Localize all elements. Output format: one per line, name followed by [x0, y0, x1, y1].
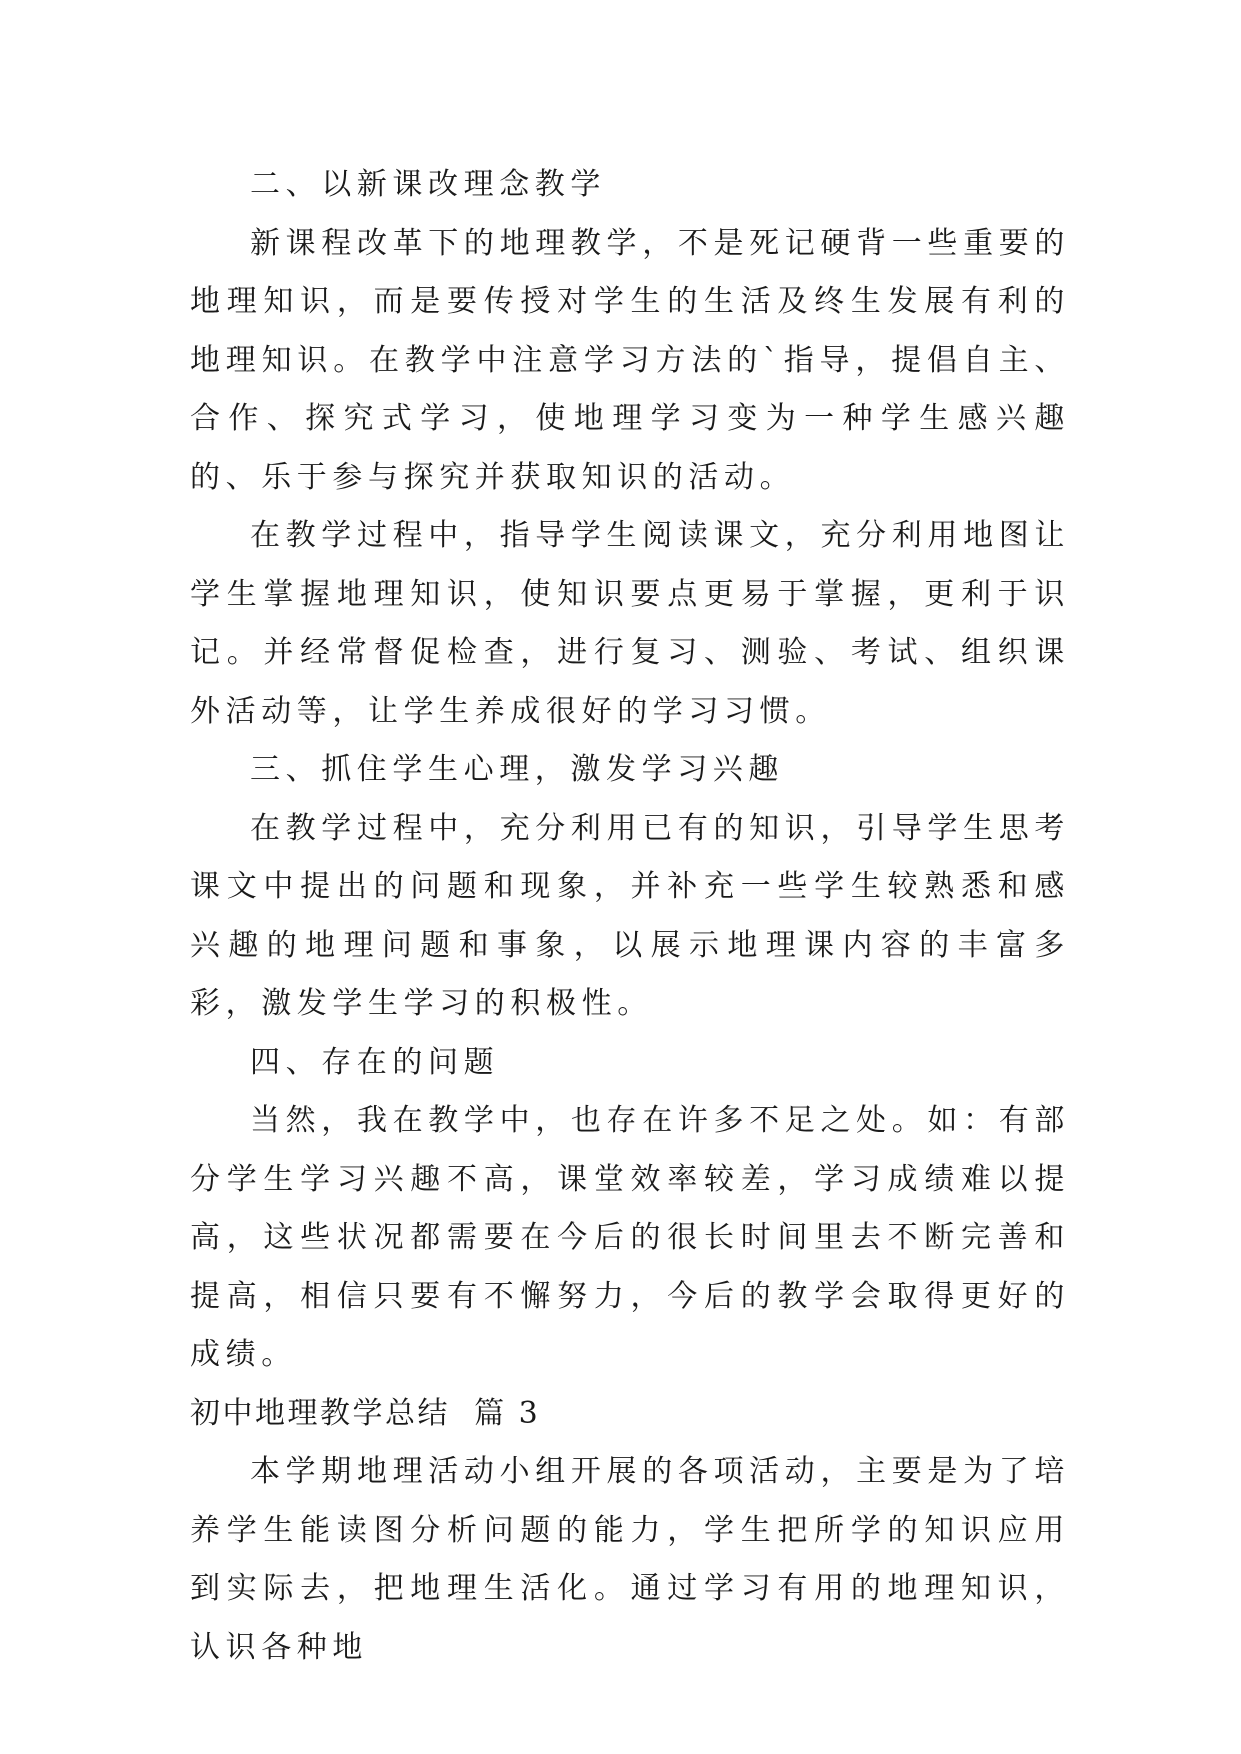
- document-body: [190, 156, 1070, 1677]
- paragraph: 当然，我在教学中，也存在许多不足之处。如：有部分学生学习兴趣不高，课堂效率较差，学习成绩难以提高，这些状况都需要在今后的很长时间里去不断完善和提高，相信只要有不懈努力，今后的教学会取得更好的成绩。: [190, 1103, 1070, 1372]
- paragraph: 在教学过程中，充分利用已有的知识，引导学生思考课文中提出的问题和现象，并补充一些学生较熟悉和感兴趣的地理问题和事象，以展示地理课内容的丰富多彩，激发学生学习的积极性。: [190, 810, 1070, 1021]
- paragraph: 新课程改革下的地理教学，不是死记硬背一些重要的地理知识，而是要传授对学生的生活及终生发展有利的地理知识。在教学中注意学习方法的`指导，提倡自主、合作、探究式学习，使地理学习变为一种学生感兴趣的、乐于参与探究并获取知识的活动。: [190, 225, 1070, 495]
- heading-student-psychology: 三、抓住学生心理，激发学习兴趣: [250, 752, 784, 787]
- heading-new-curriculum: 二、以新课改理念教学: [250, 167, 606, 202]
- heading-existing-problems: 四、存在的问题: [250, 1044, 500, 1080]
- section-title: 初中地理教学总结 篇 3: [190, 1395, 541, 1431]
- paragraph: 在教学过程中，指导学生阅读课文，充分利用地图让学生掌握地理知识，使知识要点更易于掌握，更利于识记。并经常督促检查，进行复习、测验、考试、组织课外活动等，让学生养成很好的学习习惯。: [190, 518, 1070, 729]
- paragraph: 本学期地理活动小组开展的各项活动，主要是为了培养学生能读图分析问题的能力，学生把所学的知识应用到实际去，把地理生活化。通过学习有用的地理知识，认识各种地: [190, 1454, 1070, 1665]
